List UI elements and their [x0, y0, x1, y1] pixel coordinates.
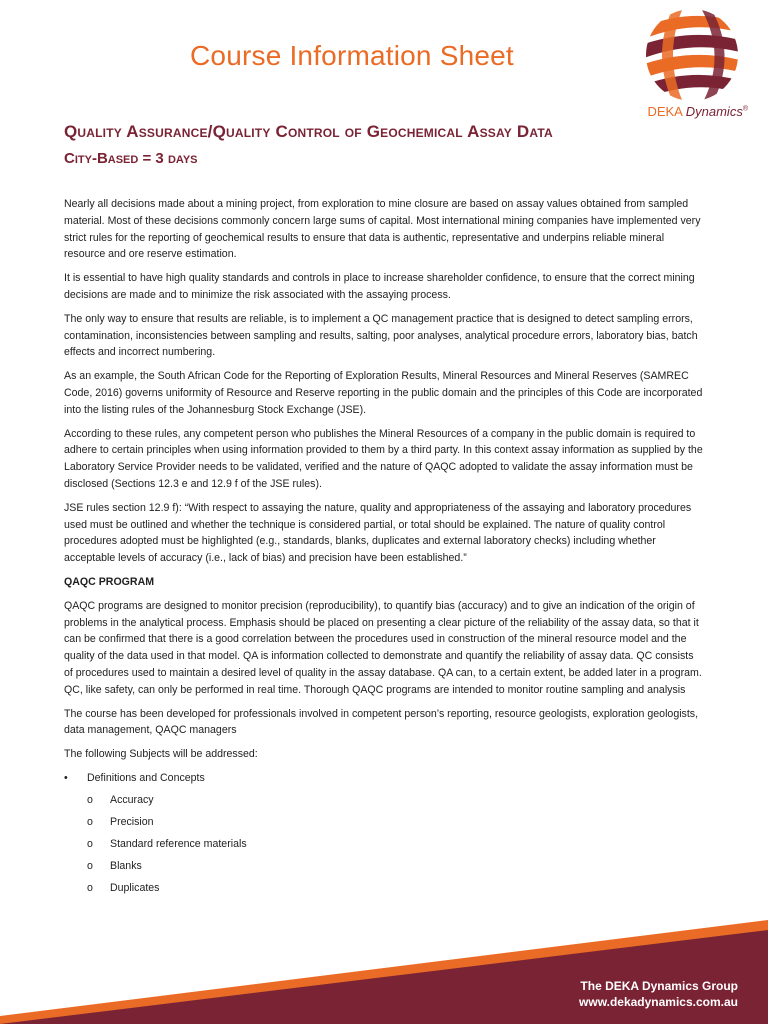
list-item-label: Definitions and Concepts: [87, 771, 205, 784]
registered-mark: ®: [742, 105, 748, 113]
bullet-icon: •: [64, 771, 68, 784]
paragraph: As an example, the South African Code for the Reporting of Exploration Results, Mineral Resources and Mineral Reserves (SAMREC Code, 2016) governs uniformity of Resource and Reserve reporting in the public domain and the principles of this Code are incorporated into the listing rules of the Johannesburg Stock Exchange (JSE).: [64, 370, 703, 416]
circle-bullet-icon: o: [87, 815, 93, 828]
list-item: [87, 814, 704, 836]
list-item-label: Duplicates: [110, 881, 160, 894]
paragraph: Nearly all decisions made about a mining project, from exploration to mine closure are based on assay values obtained from sampled material. Most of these decisions commonly concern large sums of capital. Most international mining companies have implemented very strict rules for the reporting of geochemical results to ensure that data is authentic, representative and underpins reliable mineral resource and ore reserve estimation.: [64, 198, 701, 261]
logo-wordmark: [618, 104, 748, 119]
subjects-list: [64, 770, 704, 792]
paragraph: The following Subjects will be addressed:: [64, 748, 258, 761]
course-description: [64, 196, 704, 902]
circle-bullet-icon: o: [87, 881, 93, 894]
section-heading-qaqc: QAQC PROGRAM: [64, 575, 155, 588]
list-item: [87, 880, 704, 902]
sub-subjects-list: [64, 792, 704, 902]
circle-bullet-icon: o: [87, 793, 93, 806]
paragraph: According to these rules, any competent person who publishes the Mineral Resources of a company in the public domain is required to adhere to certain principles when using information provided to them by a third party. In this context assay information as supplied by the Laboratory Service Provider needs to be validated, verified and the nature of QAQC adopted to validate the assay information must be disclosed (Sections 12.3 e and 12.9 f of the JSE rules).: [64, 427, 703, 490]
course-subtitle: City-Based = 3 days: [64, 150, 198, 167]
list-item-label: Blanks: [110, 859, 142, 872]
paragraph: It is essential to have high quality standards and controls in place to increase shareholder confidence, to ensure that the correct mining decisions are made and to minimize the risk associated with the assaying process.: [64, 272, 695, 301]
list-item: [87, 792, 704, 814]
logo-brand-suffix: Dynamics: [685, 104, 743, 119]
footer-website-link[interactable]: www.dekadynamics.com.au: [579, 995, 738, 1009]
paragraph: The course has been developed for professionals involved in competent person’s reporting, resource geologists, exploration geologists, data management, QAQC managers: [64, 707, 699, 737]
list-item-label: Standard reference materials: [110, 837, 247, 850]
list-item-label: Precision: [110, 815, 154, 828]
list-item: [87, 858, 704, 880]
paragraph: JSE rules section 12.9 f): “With respect to assaying the nature, quality and appropriateness of the assaying and laboratory procedures used must be outlined and whether the technique is considered partial, or total should be explained. The nature of quality control procedures adopted must be highlighted (e.g., standards, blanks, duplicates and external laboratory checks) including whether acceptable levels of accuracy (i.e., lack of bias) and precision have been established.”: [64, 501, 692, 565]
list-item: [64, 770, 704, 792]
circle-bullet-icon: o: [87, 859, 93, 872]
list-item: [87, 836, 704, 858]
course-title: Quality Assurance/Quality Control of Geochemical Assay Data: [64, 122, 553, 141]
page-title: Course Information Sheet: [190, 40, 514, 71]
globe-logo-icon: [642, 6, 742, 104]
footer-group-name: The DEKA Dynamics Group: [580, 979, 738, 993]
paragraph: The only way to ensure that results are reliable, is to implement a QC management practice that is designed to detect sampling errors, contamination, inconsistencies between sampling and results, salting, poor analyses, analytical procedure errors, laboratory bias, batch effects and incorrect numbering.: [64, 312, 698, 359]
footer-contact: [579, 978, 738, 1010]
circle-bullet-icon: o: [87, 837, 93, 850]
logo-brand: DEKA: [647, 104, 683, 119]
deka-logo: [618, 6, 748, 126]
list-item-label: Accuracy: [110, 793, 154, 806]
paragraph: QAQC programs are designed to monitor precision (reproducibility), to quantify bias (accuracy) and to give an indication of the origin of problems in the analytical process. Emphasis should be placed on presenting a clear picture of the reliability of the assay data, so that it can be confirmed that there is a good correlation between the procedures used in construction of the mineral resource model and the quality of the data used in that model. QA is information collected to demonstrate and quantify the reliability of assay data. QC consists of procedures used to maintain a desired level of quality in the assay database. QA can, to a certain extent, be added later in a program. QC, like safety, can only be performed in real time. Thorough QAQC programs are intended to monitor routine sampling and analysis: [64, 599, 702, 696]
